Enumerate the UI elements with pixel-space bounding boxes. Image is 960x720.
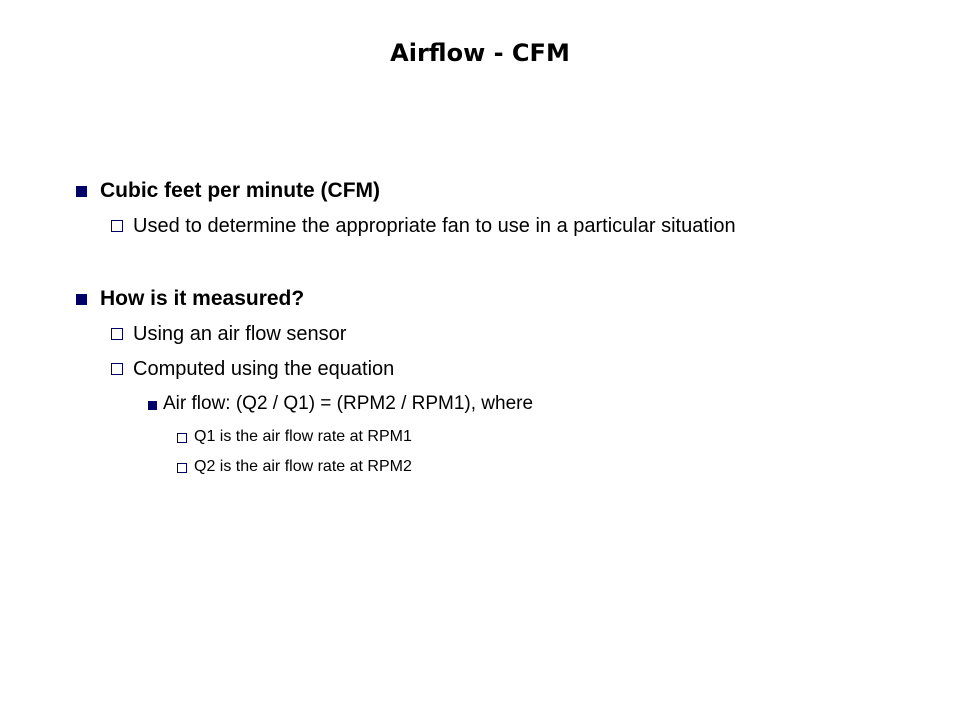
hollow-square-bullet-icon bbox=[177, 463, 187, 473]
filled-square-bullet-icon bbox=[76, 186, 87, 197]
hollow-square-bullet-icon bbox=[111, 220, 123, 232]
hollow-square-bullet-icon bbox=[111, 328, 123, 340]
sub-bullet-equation: Computed using the equation bbox=[133, 358, 395, 380]
filled-square-bullet-icon bbox=[148, 401, 157, 410]
bullet-cfm: Cubic feet per minute (CFM) bbox=[100, 179, 381, 202]
hollow-square-bullet-icon bbox=[111, 363, 123, 375]
definition-q1: Q1 is the air flow rate at RPM1 bbox=[194, 428, 412, 445]
bullet-how-measured: How is it measured? bbox=[100, 287, 305, 310]
equation-line: Air flow: (Q2 / Q1) = (RPM2 / RPM1), where bbox=[163, 393, 534, 414]
definition-q2: Q2 is the air flow rate at RPM2 bbox=[194, 458, 412, 475]
sub-bullet-sensor: Using an air flow sensor bbox=[133, 323, 347, 345]
sub-bullet-cfm-purpose: Used to determine the appropriate fan to use in a particular situation bbox=[133, 215, 736, 237]
slide-title: Airflow - CFM bbox=[390, 39, 570, 67]
hollow-square-bullet-icon bbox=[177, 433, 187, 443]
filled-square-bullet-icon bbox=[76, 294, 87, 305]
